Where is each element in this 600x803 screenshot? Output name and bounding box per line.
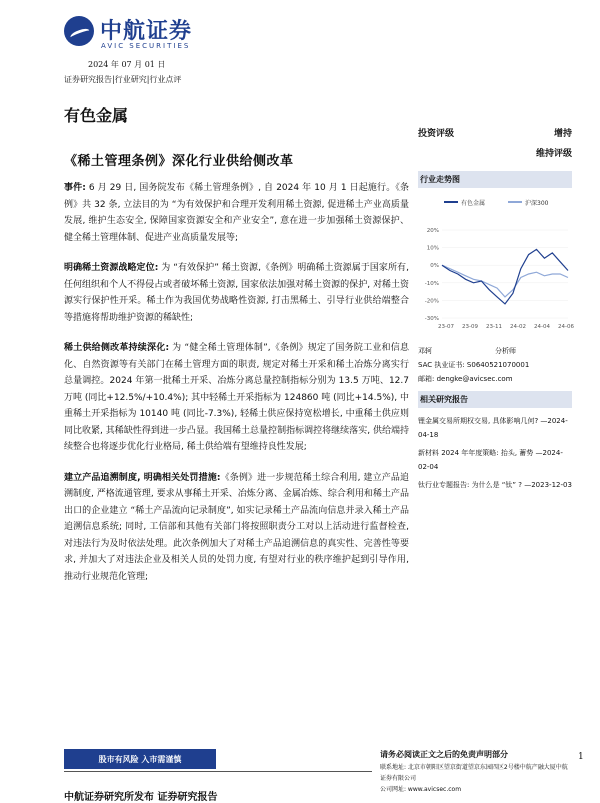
related-reports [418, 414, 572, 492]
series-line [442, 249, 568, 304]
report-body [64, 180, 409, 599]
company-website[interactable]: 公司网址: www.avicsec.com [380, 786, 462, 793]
analyst-name: 邓轲 [418, 347, 432, 355]
rating-change: 维持评级 [535, 149, 572, 159]
related-reports-title: 相关研究报告 [418, 391, 572, 408]
trend-chart-svg [418, 190, 572, 338]
analyst-info [418, 344, 572, 386]
x-tick-label: 23-09 [462, 324, 478, 330]
paragraph-text: 为 “健全稀土管理体制”,《条例》规定了国务院工业和信息化、自然资源等有关部门在稀土管理方面的职责, 规定对稀土开采和稀土冶炼分离实行总量调控。2024 年第一批稀土开采、冶炼分离总量控制指标分别为 13.5 万吨、12.7 万吨 (同比+12.5%/+10.4%); 其中轻稀土开采指标为 124860 吨 (同比+14.5%), 中重稀土开采指标为 10140 吨 (同比-7.3%), 轻稀土供应保持宽松增长, 中重稀土供应则同比收紧, 其稀缺性得到进一步凸显。我国稀土总量控制指标调控将继续落实, 供给端持续整合也将逐步优化行业格局, 稀土供给端有望维持良性发展; [64, 343, 409, 452]
series-line [442, 265, 568, 297]
paragraph-text: 为 “有效保护” 稀土资源,《条例》明确稀土资源属于国家所有, 任何组织和个人不得侵占或者破坏稀土资源, 国家依法加强对稀土资源的保护, 对稀土资源实行保护性开采。稀土作为我国优势战略性资源, 打击黑稀土、引导行业供给端整合等措施将帮助维护资源的稀缺性; [64, 263, 409, 323]
report-date: 2024 年 07 月 01 日 [88, 60, 166, 69]
related-report-item[interactable]: 新材料 2024 年年度策略: 抬头, 蓄势 —2024-02-04 [418, 449, 563, 471]
x-tick-label: 24-06 [558, 324, 574, 330]
report-type: 证券研究报告|行业研究|行业点评 [64, 75, 182, 84]
trend-chart-title: 行业走势图 [418, 171, 572, 188]
legend-label: 有色金属 [461, 200, 486, 207]
paragraph [64, 470, 409, 586]
paragraph [64, 180, 409, 246]
y-tick-label: 0% [430, 263, 439, 270]
logo-name-cn: 中航证券 [100, 19, 193, 44]
sidebar [418, 126, 572, 496]
y-tick-label: -10% [424, 280, 439, 287]
rating-label: 投资评级 [418, 129, 455, 139]
trend-chart [418, 190, 572, 338]
x-tick-label: 23-11 [486, 324, 502, 330]
paragraph-lead: 明确稀土资源战略定位: [64, 263, 159, 273]
company-logo [64, 12, 204, 56]
y-tick-label: -20% [424, 298, 439, 305]
sector-title: 有色金属 [64, 106, 129, 125]
y-tick-label: 20% [426, 228, 439, 234]
analyst-role: 分析师 [495, 347, 516, 355]
related-report-item[interactable]: 锂金属交易所期权交易, 具体影响几何? —2024-04-18 [418, 417, 568, 439]
related-report-item[interactable]: 钛行业专题报告: 为什么是 “钛” ? —2023-12-03 [418, 481, 572, 489]
page-number: 1 [578, 752, 584, 762]
paragraph-lead: 稀土供给侧改革持续深化: [64, 343, 170, 353]
y-tick-label: -30% [424, 316, 439, 322]
company-address: 联系地址: 北京市朝阳区望京街道望京东园四区2号楼中航产融大厦中航证券有限公司 [380, 764, 568, 782]
rating-row [418, 126, 572, 146]
paragraph-text: 6 月 29 日, 国务院发布《稀土管理条例》, 自 2024 年 10 月 1 日起施行。《条例》共 32 条, 立法目的为 “为有效保护和合理开发利用稀土资源, 促进稀土产业高质量发展, 维护生态安全, 保障国家资源安全和产业安全”, 意在进一步加强稀土资源保护、健全稀土管理体制、促进产业高质量发展等; [64, 183, 409, 243]
x-tick-label: 24-04 [534, 324, 550, 330]
footer-info [380, 749, 570, 795]
publisher-line: 中航证券研究所发布 证券研究报告 [64, 792, 218, 803]
paragraph-text: 《条例》进一步规范稀土综合利用, 建立产品追溯制度, 严格流通管理, 要求从事稀土开采、冶炼分离、金属冶炼、综合利用和稀土产品出口的企业建立 “稀土产品流向记录制度”, 如实记录稀土产品流向信息并录入稀土产品追溯信息系统; 同时, 工信部和其他有关部门将按照职责分工对以上活动进行监督检查, 对违法行为及时依法处理。此次条例加大了对稀土产品追溯信息的真实性、完善性等要求, 并加大了对违法企业及相关人员的处罚力度, 有望对行业的秩序维护起到引导作用, 推动行业规范化管理; [64, 472, 409, 582]
report-headline: 《稀土管理条例》深化行业供给侧改革 [64, 154, 294, 169]
paragraph [64, 260, 409, 326]
logo-emblem-icon [64, 16, 94, 46]
analyst-email[interactable]: 邮箱: dengke@avicsec.com [418, 375, 513, 383]
x-tick-label: 24-02 [510, 324, 526, 330]
legend-label: 沪深300 [525, 200, 549, 207]
rating-value: 增持 [553, 129, 572, 139]
paragraph-lead: 建立产品追溯制度, 明确相关处罚措施: [64, 472, 221, 483]
paragraph [64, 340, 409, 456]
footer-divider [64, 771, 372, 772]
logo-name-en: AVIC SECURITIES [101, 42, 191, 50]
analyst-sac: SAC 执业证书: S0640521070001 [418, 361, 530, 369]
y-tick-label: 10% [426, 245, 439, 252]
paragraph-lead: 事件: [64, 183, 86, 193]
disclaimer-note: 请务必阅读正文之后的免责声明部分 [380, 750, 508, 759]
x-tick-label: 23-07 [438, 324, 454, 330]
risk-warning-bar: 股市有风险 入市需谨慎 [64, 749, 216, 769]
